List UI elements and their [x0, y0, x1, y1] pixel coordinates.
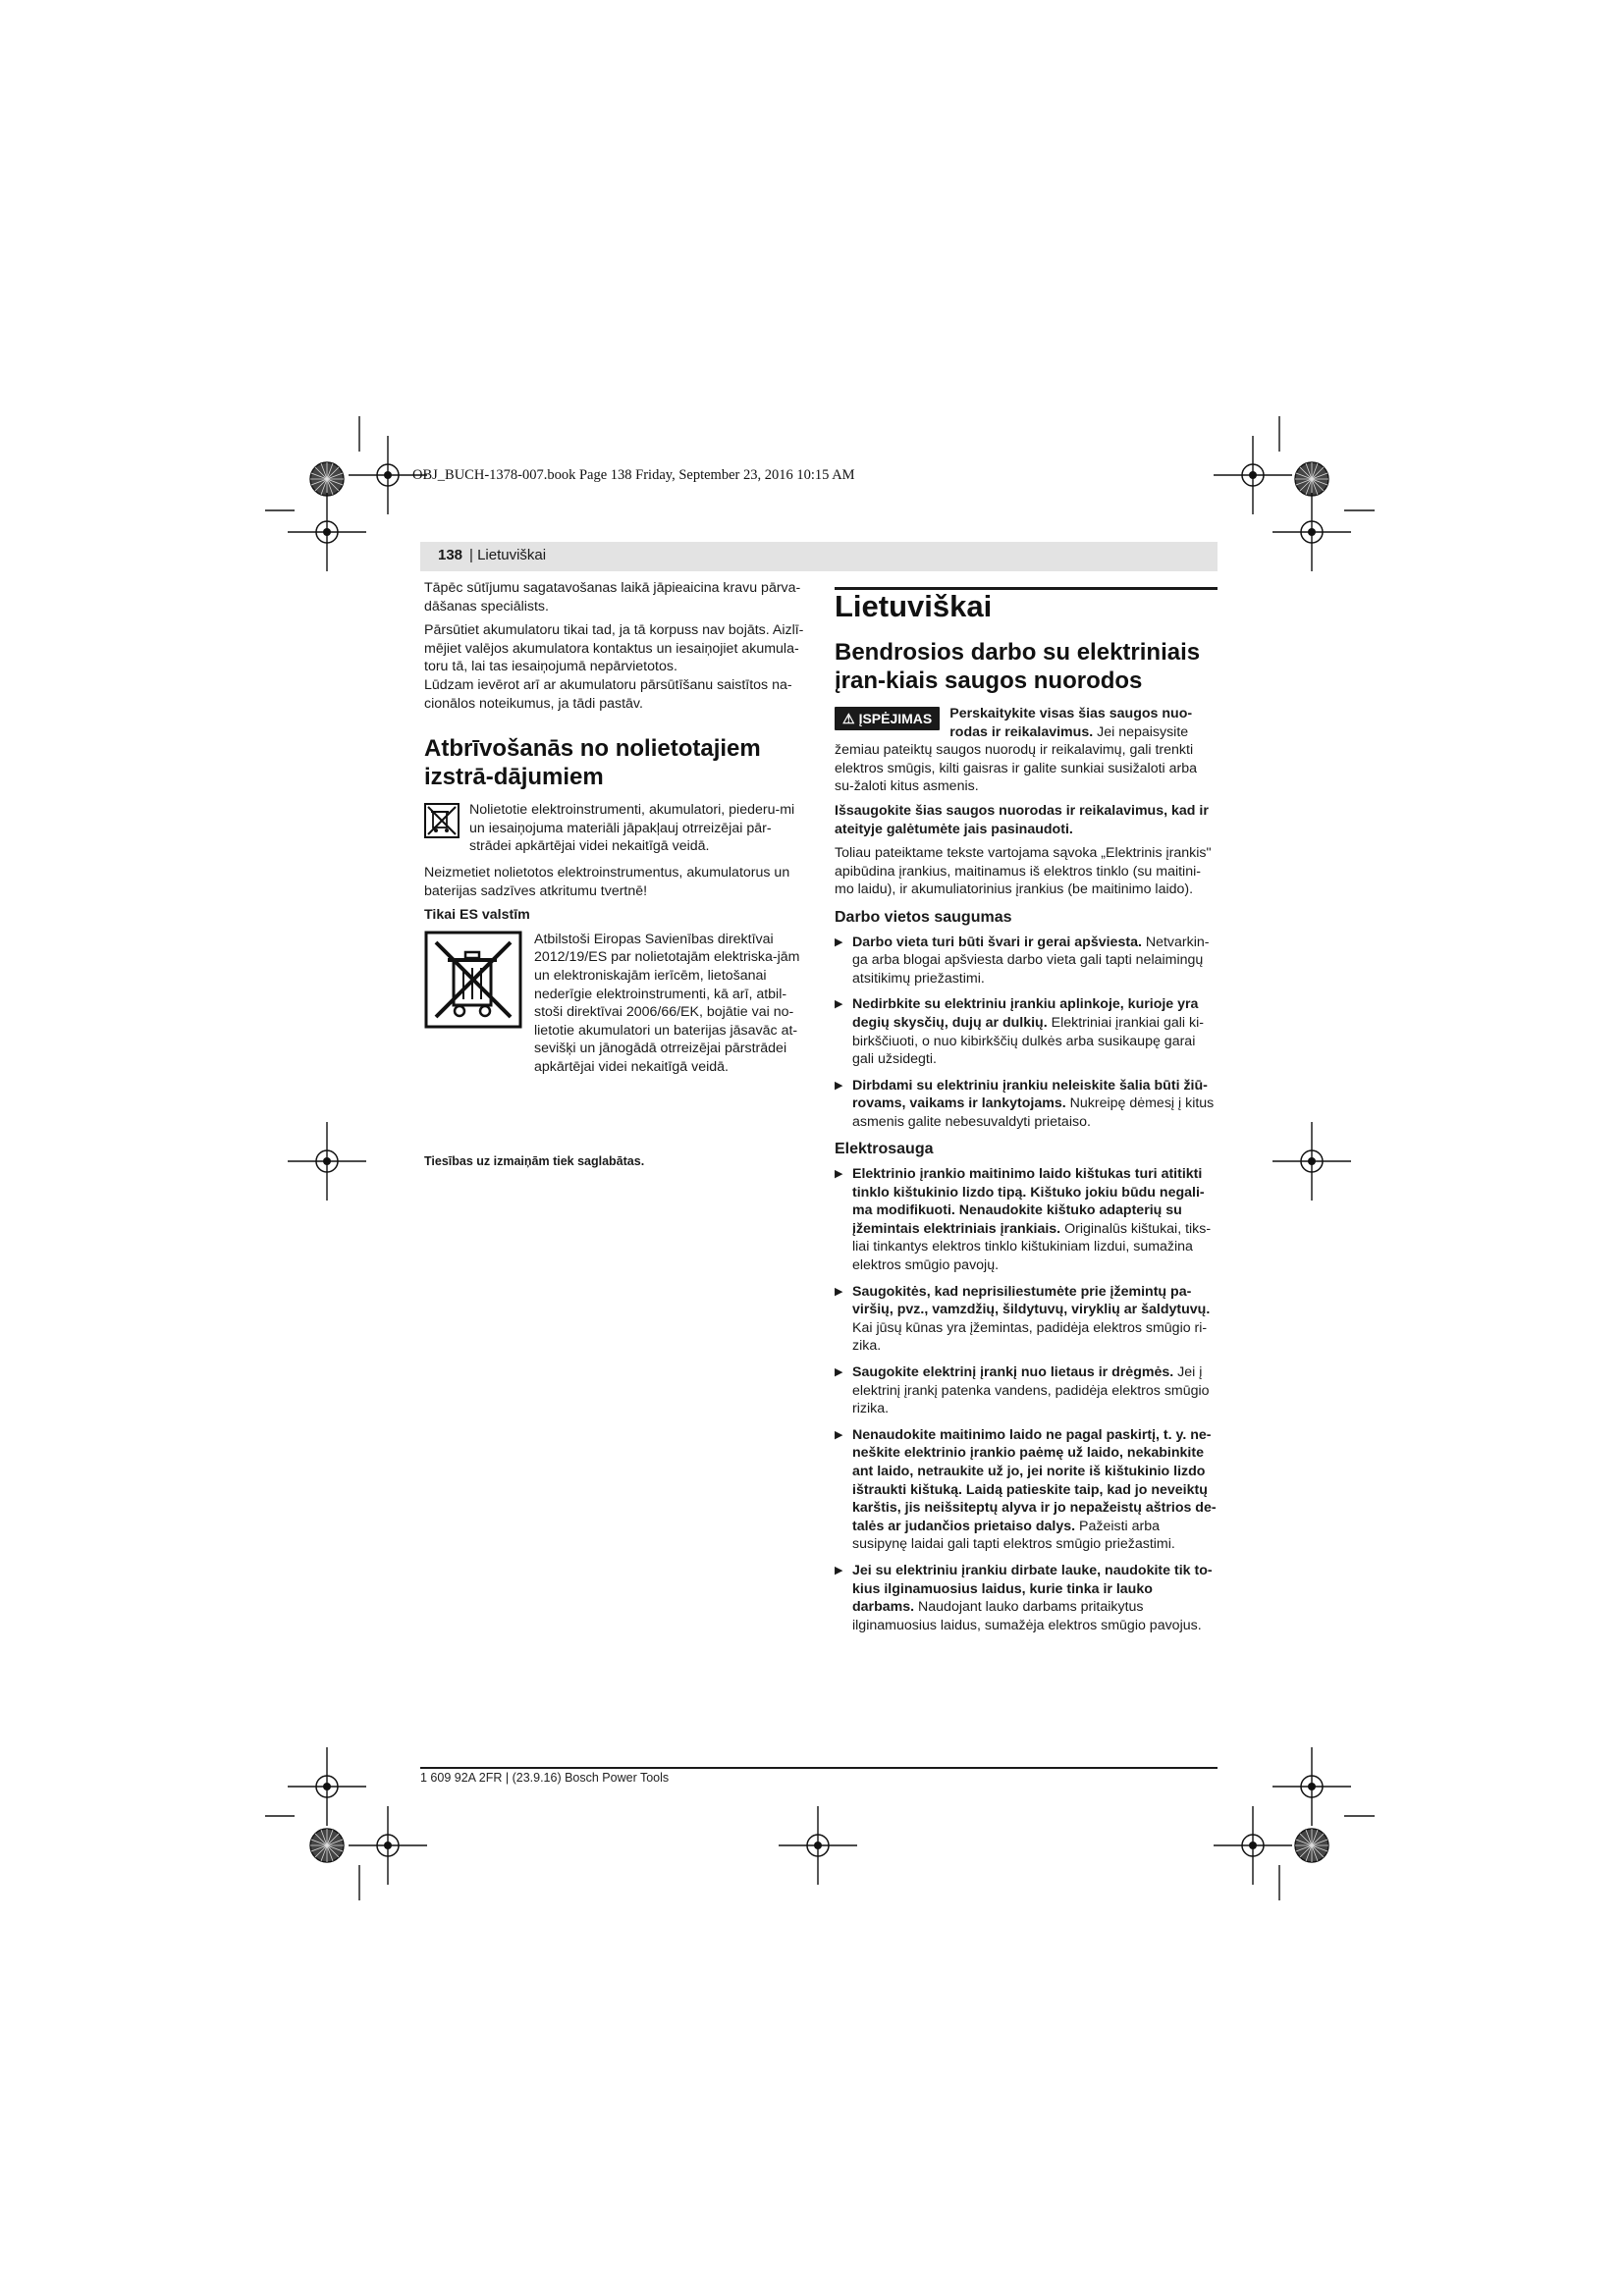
list-item: ▶ Nedirbkite su elektriniu įrankiu aplinkoje, kurioje yra degių skysčių, dujų ar dulkių. Elektriniai įrankiai gali ki-birkščiuoti, o nuo kibirkščių dulkės arba susikaupę garai gali užsidegti.	[835, 995, 1218, 1068]
list-item: ▶ Dirbdami su elektriniu įrankiu neleiskite šalia būti žiū-rovams, vaikams ir lankytojams. Nukreipę dėmesį į kitus asmenis galite nebesuvaldyti prietaiso.	[835, 1077, 1218, 1132]
book-print-header: OBJ_BUCH-1378-007.book Page 138 Friday, September 23, 2016 10:15 AM	[412, 467, 855, 483]
work-area-list	[835, 934, 1218, 1132]
keep-instructions: Išsaugokite šias saugos nuorodas ir reikalavimus, kad ir ateityje galėtumėte jais pasinaudoti.	[835, 802, 1209, 837]
definition-paragraph: Toliau pateiktame tekste vartojama sąvoka „Elektrinis įrankis" apibūdina įrankius, maitinamus iš elektros tinklo (su maitini-mo laidu), ir akumuliatorinius įrankius (be maitinimo laido).	[835, 845, 1212, 898]
list-item: ▶ Saugokite elektrinį įrankį nuo lietaus ir drėgmės. Jei į elektrinį įrankį patenka vandens, padidėja elektros smūgio rizika.	[835, 1363, 1218, 1418]
page-footer: 1 609 92A 2FR | (23.9.16) Bosch Power Tools	[420, 1771, 670, 1785]
recycling-bin-icon	[424, 803, 460, 838]
eu-subheading: Tikai ES valstīm	[424, 907, 530, 924]
right-column	[835, 589, 1218, 1642]
left-column	[424, 579, 807, 1084]
running-header-section: | Lietuviškai	[469, 547, 547, 563]
list-item: ▶ Darbo vieta turi būti švari ir gerai apšviesta. Netvarkin-ga arba blogai apšviesta darbo vieta gali tapti nelaimingų atsitikimų priežastimi.	[835, 934, 1218, 988]
warning-badge-label: ĮSPĖJIMAS	[858, 710, 933, 726]
electrical-heading: Elektrosauga	[835, 1141, 934, 1158]
language-title: Lietuviškai	[835, 589, 993, 623]
warning-bold: Perskaitykite visas šias saugos nuo-rodas ir reikalavimus.	[949, 706, 1193, 740]
eu-weee-row	[424, 931, 807, 1077]
paragraph: Lūdzam ievērot arī ar akumulatoru pārsūtīšanu saistītos na-cionālos noteikumus, ja tādi pastāv.	[424, 676, 792, 712]
list-item: ▶ Jei su elektriniu įrankiu dirbate lauke, naudokite tik to-kius ilginamuosius laidus, kurie tinka ir lauko darbams. Naudojant lauko darbams pritaikytus ilginamuosius laidus, sumažėja elektros smūgio pavojus.	[835, 1562, 1218, 1634]
paragraph: Pārsūtiet akumulatoru tikai tad, ja tā korpuss nav bojāts. Aizlī-mējiet valējos akumulatora kontaktus un iesaiņojiet akumula-toru tā, lai tas iesaiņojumā nepārvietotos.	[424, 622, 804, 675]
paragraph: Neizmetiet nolietotos elektroinstrumentus, akumulatorus un baterijas sadzīves atkritumu tvertnē!	[424, 864, 790, 899]
warning-text: Jei nepaisysite žemiau pateiktų saugos nuorodų ir reikalavimų, gali trenkti elektros smūgis, kilti gaisras ir galite sunkiai susižaloti arba su-žaloti kitus asmenis.	[835, 723, 1198, 795]
warning-badge	[835, 707, 940, 730]
warning-block	[835, 705, 1218, 796]
disposal-heading: Atbrīvošanās no nolietotajiem izstrā-dājumiem	[424, 735, 761, 791]
list-item: ▶ Saugokitės, kad neprisiliestumėte prie įžemintų pa-viršių, pvz., vamzdžių, šildytuvų, viryklių ar šaldytuvų. Kai jūsų kūnas yra įžemintas, padidėja elektros smūgio ri-zika.	[835, 1283, 1218, 1356]
disposal-icon-row	[424, 801, 807, 856]
running-header	[420, 542, 1218, 571]
warning-triangle-icon: ⚠	[842, 710, 855, 726]
paragraph: Tāpēc sūtījumu sagatavošanas laikā jāpieaicina kravu pārva-dāšanas speciālists.	[424, 580, 801, 614]
electrical-list	[835, 1165, 1218, 1634]
list-item: ▶ Nenaudokite maitinimo laido ne pagal paskirtį, t. y. ne-neškite elektrinio įrankio paėmę už laido, nekabinkite ant laido, netraukite už jo, jei norite iš kištukinio lizdo ištraukti kištuką. Laidą patieskite taip, kad jo neveiktų karštis, jis neišsiteptų alyva ir jo nepažeistų aštrios de-talės ar judančios prietaiso dalys. Pažeisti arba susipynę laidai gali tapti elektros smūgio priežastimi.	[835, 1426, 1218, 1554]
main-heading: Bendrosios darbo su elektriniais įran-kiais saugos nuorodos	[835, 639, 1201, 694]
footer-rule	[420, 1767, 1218, 1769]
crossed-out-wheelie-bin-icon	[424, 931, 522, 1029]
page-number: 138	[438, 547, 463, 563]
eu-weee-text: Atbilstoši Eiropas Savienības direktīvai 2012/19/ES par nolietotajām elektriska-jām un elektroniskajām ierīcēm, lietošanai nederīgie elektroinstrumenti, kā arī, atbil-stoši direktīvai 2006/66/EK, bojātie vai no-lietotie akumulatori un baterijas jāsavāc at-sevišķi un jānogādā otrreizējai pārstrādei apkārtējai videi nekaitīgā veidā.	[534, 931, 800, 1075]
list-item: ▶ Elektrinio įrankio maitinimo laido kištukas turi atitikti tinklo kištukinio lizdo tipą. Kištuko jokiu būdu negali-ma modifikuoti. Nenaudokite kištuko adapterių su įžemintais elektriniais įrankiais. Originalūs kištukai, tiks-liai tinkantys elektros tinklo kištukiniam lizdui, sumažina elektros smūgio pavojų.	[835, 1165, 1218, 1275]
disposal-icon-text: Nolietotie elektroinstrumenti, akumulatori, piederu-mi un iesaiņojuma materiāli jāpakļauj otrreizējai pār-strādei apkārtējai videi nekaitīgā veidā.	[469, 802, 795, 855]
rights-note: Tiesības uz izmaiņām tiek saglabātas.	[424, 1154, 645, 1168]
work-area-heading: Darbo vietos saugumas	[835, 908, 1012, 926]
